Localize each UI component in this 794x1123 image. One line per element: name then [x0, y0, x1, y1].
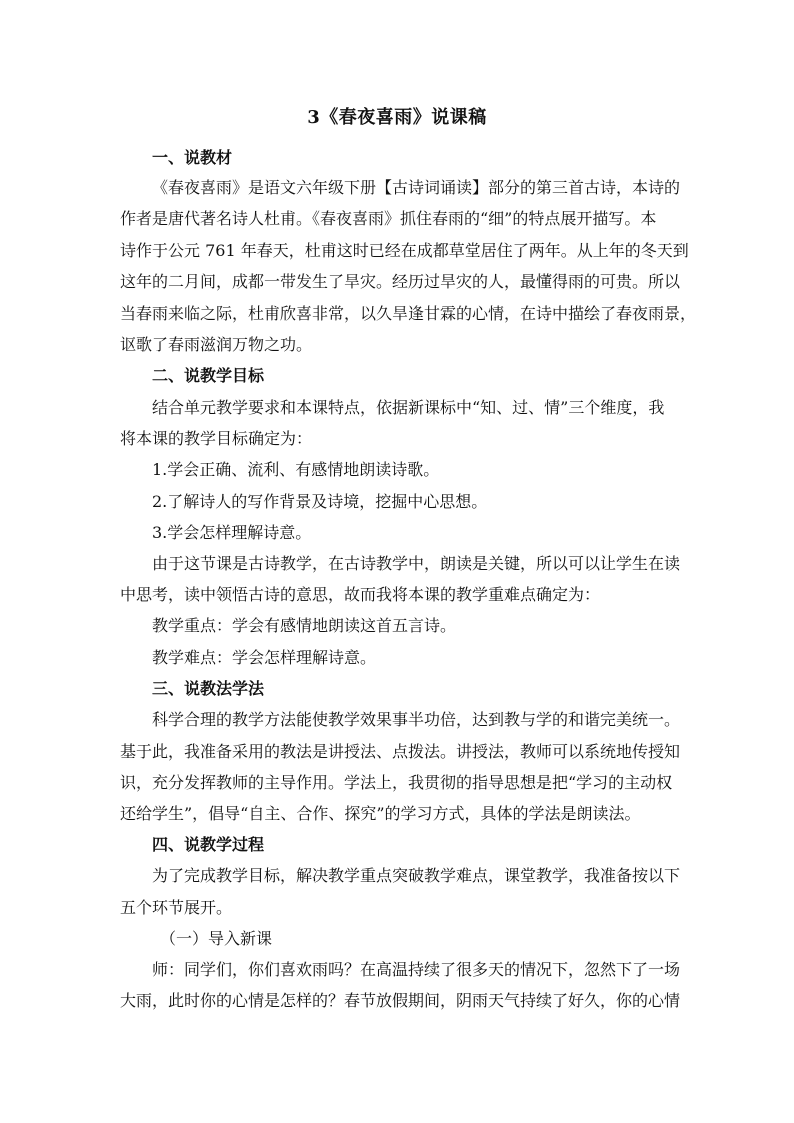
section-heading-3: 三、说教法学法: [152, 679, 265, 698]
paragraph-line: 还给学生”，倡导“自主、合作、探究”的学习方式，具体的学法是朗读法。: [120, 804, 641, 823]
key-point-line: 教学重点：学会有感情地朗读这首五言诗。: [152, 616, 457, 635]
paragraph-line: 这年的二月间，成都一带发生了旱灾。经历过旱灾的人，最懂得雨的可贵。所以: [120, 272, 681, 291]
paragraph-line: 由于这节课是古诗教学，在古诗教学中，朗读是关键，所以可以让学生在读: [152, 554, 681, 573]
paragraph-line: 讴歌了春雨滋润万物之功。: [120, 335, 313, 354]
paragraph-line: 大雨，此时你的心情是怎样的？春节放假期间，阴雨天气持续了好久，你的心情: [120, 991, 681, 1010]
paragraph-line: 将本课的教学目标确定为：: [120, 429, 313, 448]
subsection-heading: （一）导入新课: [160, 929, 273, 948]
objective-item: 1.学会正确、流利、有感情地朗读诗歌。: [152, 460, 440, 479]
objective-item: 2.了解诗人的写作背景及诗境，挖掘中心思想。: [152, 492, 488, 511]
paragraph-line: 五个环节展开。: [120, 898, 233, 917]
section-heading-2: 二、说教学目标: [152, 366, 265, 385]
paragraph-line: 识，充分发挥教师的主导作用。学法上，我贯彻的指导思想是把“学习的主动权: [120, 773, 673, 792]
document-title: 3《春夜喜雨》说课稿: [307, 107, 487, 128]
paragraph-line: 师：同学们，你们喜欢雨吗？在高温持续了很多天的情况下，忽然下了一场: [152, 960, 681, 979]
paragraph-line: 当春雨来临之际，杜甫欣喜非常，以久旱逢甘霖的心情，在诗中描绘了春夜雨景，: [120, 304, 697, 323]
paragraph-line: 基于此，我准备采用的教法是讲授法、点拨法。讲授法，教师可以系统地传授知: [120, 742, 681, 761]
paragraph-line: 科学合理的教学方法能使教学效果事半功倍，达到教与学的和谐完美统一。: [152, 710, 681, 729]
paragraph-line: 为了完成教学目标，解决教学重点突破教学难点，课堂教学，我准备按以下: [152, 866, 681, 885]
paragraph-line: 《春夜喜雨》是语文六年级下册【古诗词诵读】部分的第三首古诗，本诗的: [152, 178, 681, 197]
paragraph-line: 中思考，读中领悟古诗的意思，故而我将本课的教学重难点确定为：: [120, 585, 601, 604]
difficulty-line: 教学难点：学会怎样理解诗意。: [152, 648, 377, 667]
section-heading-4: 四、说教学过程: [152, 835, 265, 854]
paragraph-line: 作者是唐代著名诗人杜甫。《春夜喜雨》抓住春雨的“细”的特点展开描写。本: [120, 209, 657, 228]
section-heading-1: 一、说教材: [152, 148, 233, 167]
objective-item: 3.学会怎样理解诗意。: [152, 523, 312, 542]
paragraph-line: 诗作于公元 761 年春天，杜甫这时已经在成都草堂居住了两年。从上年的冬天到: [120, 241, 689, 260]
paragraph-line: 结合单元教学要求和本课特点，依据新课标中“知、过、情”三个维度，我: [152, 398, 665, 417]
